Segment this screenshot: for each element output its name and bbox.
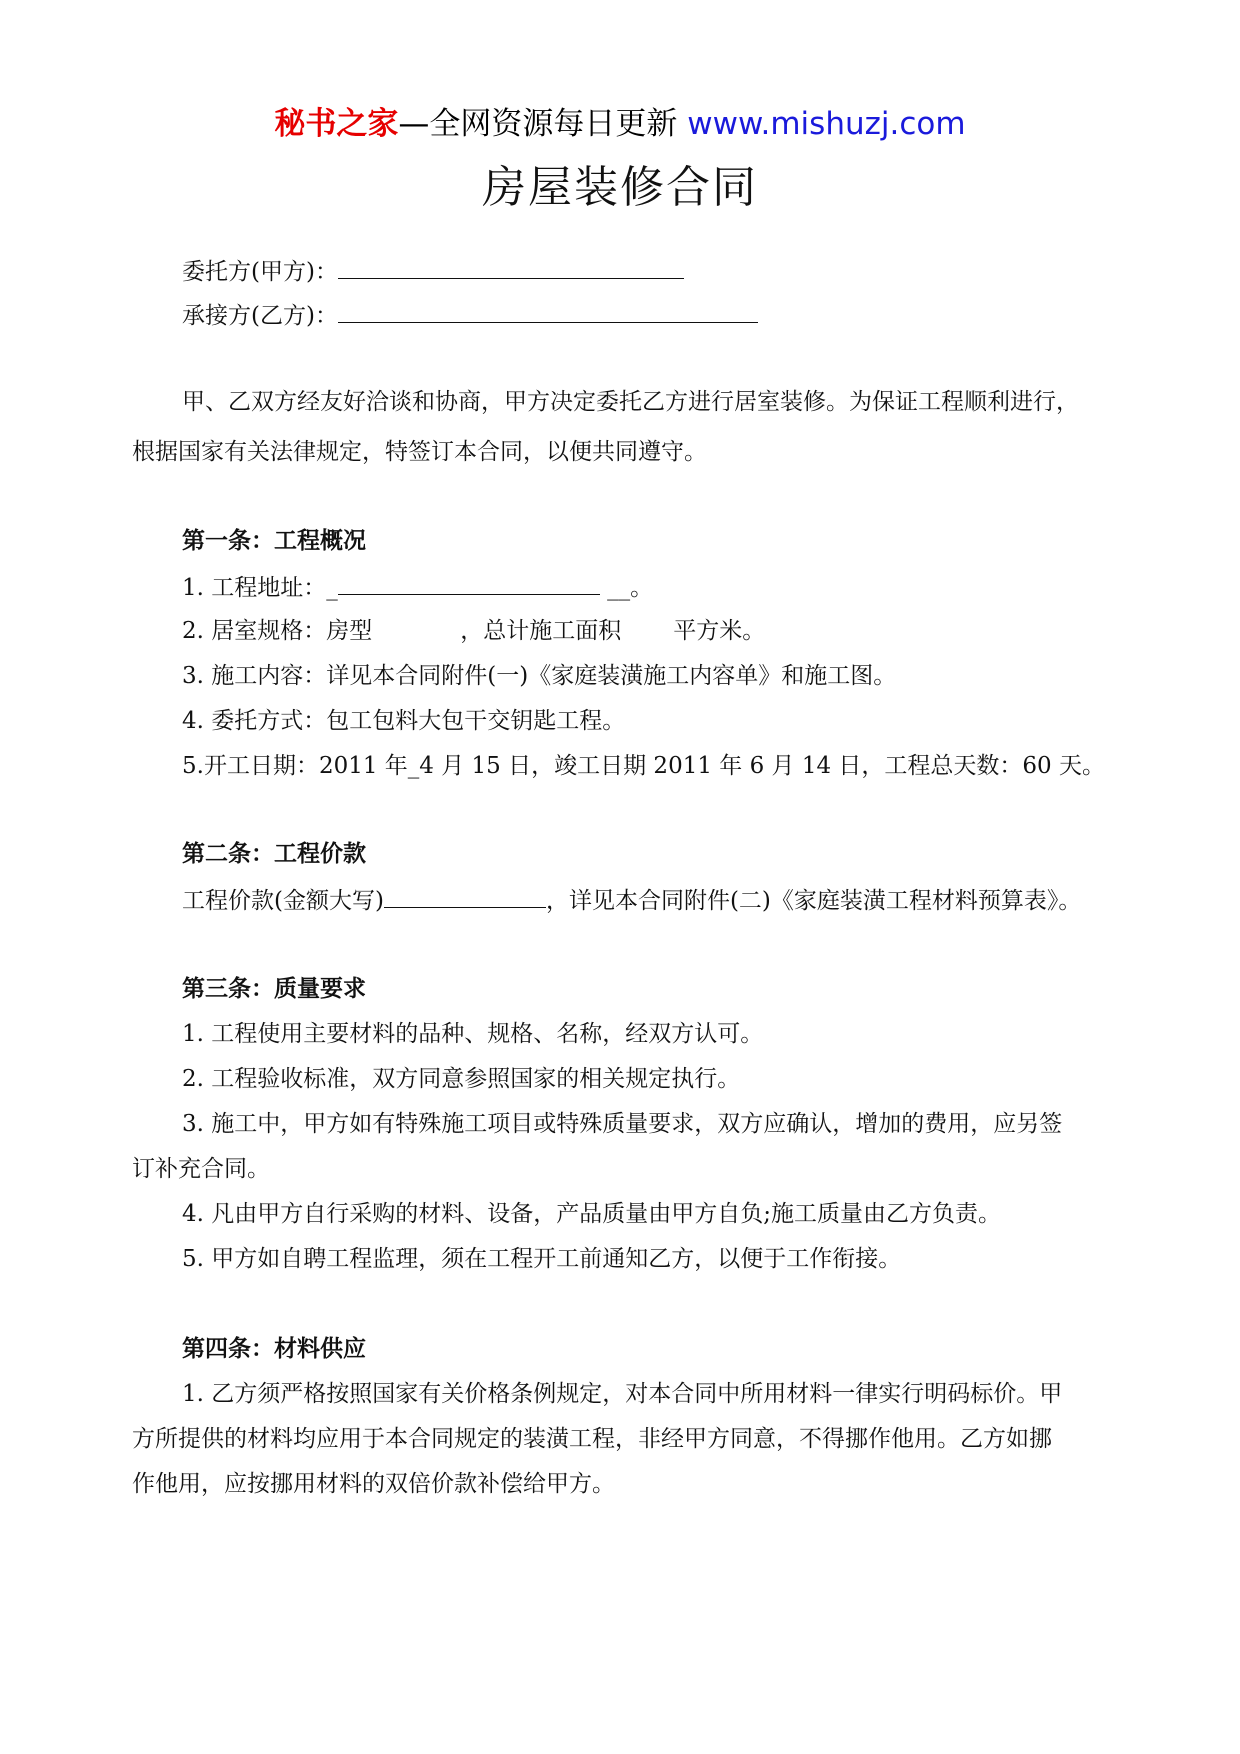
article-3-item-4: 4. 凡由甲方自行采购的材料、设备，产品质量由甲方自负;施工质量由乙方负责。 (182, 1201, 1002, 1227)
article-2-heading: 第二条：工程价款 (182, 841, 366, 867)
address-label: 1. 工程地址：_ (182, 575, 338, 601)
party-a-label: 委托方(甲方)： (182, 259, 338, 285)
price-blank (384, 883, 546, 908)
article-4-item-1-line-2: 方所提供的材料均应用于本合同规定的装潢工程，非经甲方同意，不得挪作他用。乙方如挪 (132, 1426, 1052, 1452)
party-b-label: 承接方(乙方)： (182, 303, 338, 329)
article-1-item-2 (182, 615, 765, 647)
brand-name: 秘书之家 (274, 106, 399, 142)
document-title: 房屋装修合同 (482, 162, 758, 213)
article-3-item-5: 5. 甲方如自聘工程监理，须在工程开工前通知乙方，以便于工作衔接。 (182, 1246, 902, 1272)
article-1-item-3: 3. 施工内容：详见本合同附件(一)《家庭装潢施工内容单》和施工图。 (182, 663, 897, 689)
party-b-line (182, 298, 758, 332)
room-type-label: 2. 居室规格：房型 (182, 618, 373, 644)
address-blank (338, 570, 600, 595)
header-tagline: —全网资源每日更新 (398, 106, 678, 142)
area-label: ，总计施工面积 (460, 618, 622, 644)
party-a-line (182, 254, 684, 288)
area-unit: 平方米。 (673, 618, 766, 644)
article-3-item-3-line-1: 3. 施工中，甲方如有特殊施工项目或特殊质量要求，双方应确认，增加的费用，应另签 (182, 1111, 1063, 1137)
article-1-item-5: 5.开工日期：2011 年_4 月 15 日，竣工日期 2011 年 6 月 14 日，工程总天数：60 天。 (182, 753, 1105, 779)
intro-line-1: 甲、乙双方经友好洽谈和协商，甲方决定委托乙方进行居室装修。为保证工程顺利进行， (182, 389, 1079, 415)
site-header (0, 104, 1240, 144)
price-label: 工程价款(金额大写) (182, 888, 384, 914)
address-suffix: __。 (599, 575, 654, 601)
article-3-item-3-line-2: 订补充合同。 (132, 1156, 270, 1182)
article-4-heading: 第四条：材料供应 (182, 1336, 366, 1362)
article-1-item-1 (182, 570, 653, 604)
article-2-price (182, 883, 1081, 917)
site-url-link[interactable]: www.mishuzj.com (687, 106, 966, 142)
intro-line-2: 根据国家有关法律规定，特签订本合同，以便共同遵守。 (132, 439, 707, 465)
party-a-blank (338, 254, 684, 279)
article-3-item-2: 2. 工程验收标准，双方同意参照国家的相关规定执行。 (182, 1066, 741, 1092)
article-1-item-4: 4. 委托方式：包工包料大包干交钥匙工程。 (182, 708, 626, 734)
article-3-item-1: 1. 工程使用主要材料的品种、规格、名称，经双方认可。 (182, 1021, 764, 1047)
article-1-heading: 第一条：工程概况 (182, 528, 366, 554)
article-4-item-1-line-3: 作他用，应按挪用材料的双倍价款补偿给甲方。 (132, 1471, 615, 1497)
article-3-heading: 第三条：质量要求 (182, 976, 366, 1002)
price-suffix: ，详见本合同附件(二)《家庭装潢工程材料预算表》。 (545, 888, 1082, 914)
article-4-item-1-line-1: 1. 乙方须严格按照国家有关价格条例规定，对本合同中所用材料一律实行明码标价。甲 (182, 1381, 1063, 1407)
party-b-blank (338, 298, 758, 323)
